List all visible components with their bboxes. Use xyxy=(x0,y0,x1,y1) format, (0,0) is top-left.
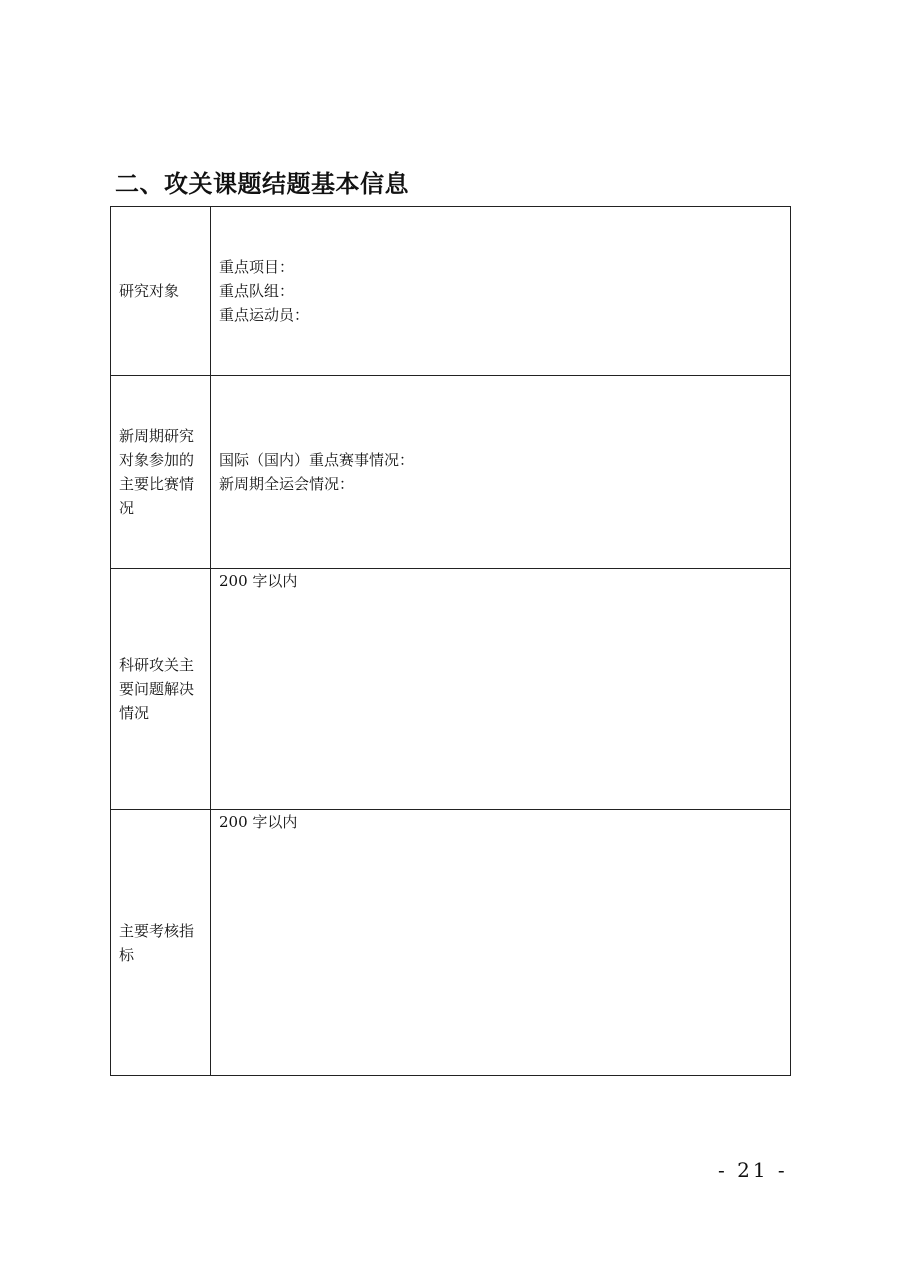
table-row xyxy=(111,810,791,1076)
field-key-team: 重点队组： xyxy=(219,282,295,300)
field-key-athlete: 重点运动员： xyxy=(219,306,310,324)
row-label-text: 科研攻关主要问题解决情况 xyxy=(119,656,195,722)
section-heading: 二、攻关课题结题基本信息 xyxy=(115,170,409,198)
row-content-problems-solved[interactable] xyxy=(211,569,791,810)
row-label-research-subject xyxy=(111,207,211,376)
row-label-competitions xyxy=(111,376,211,569)
page-number: - 21 - xyxy=(718,1158,788,1182)
word-limit-hint: 200 字以内 xyxy=(219,813,298,831)
table-row xyxy=(111,376,791,569)
row-label-text: 主要考核指标 xyxy=(119,921,195,964)
row-label-problems-solved xyxy=(111,569,211,810)
info-form-table xyxy=(110,206,791,1076)
table-row xyxy=(111,207,791,376)
row-content-assessment-indicators[interactable] xyxy=(211,810,791,1076)
field-key-project: 重点项目： xyxy=(219,258,295,276)
row-label-assessment-indicators xyxy=(111,810,211,1076)
table-row xyxy=(111,569,791,810)
row-label-text: 新周期研究对象参加的主要比赛情况 xyxy=(119,427,195,517)
row-content-research-subject[interactable] xyxy=(211,207,791,376)
row-content-competitions[interactable] xyxy=(211,376,791,569)
field-key-key-events: 国际（国内）重点赛事情况： xyxy=(219,451,415,469)
word-limit-hint: 200 字以内 xyxy=(219,572,298,590)
field-key-national-games: 新周期全运会情况： xyxy=(219,475,355,493)
row-label-text: 研究对象 xyxy=(119,282,180,300)
